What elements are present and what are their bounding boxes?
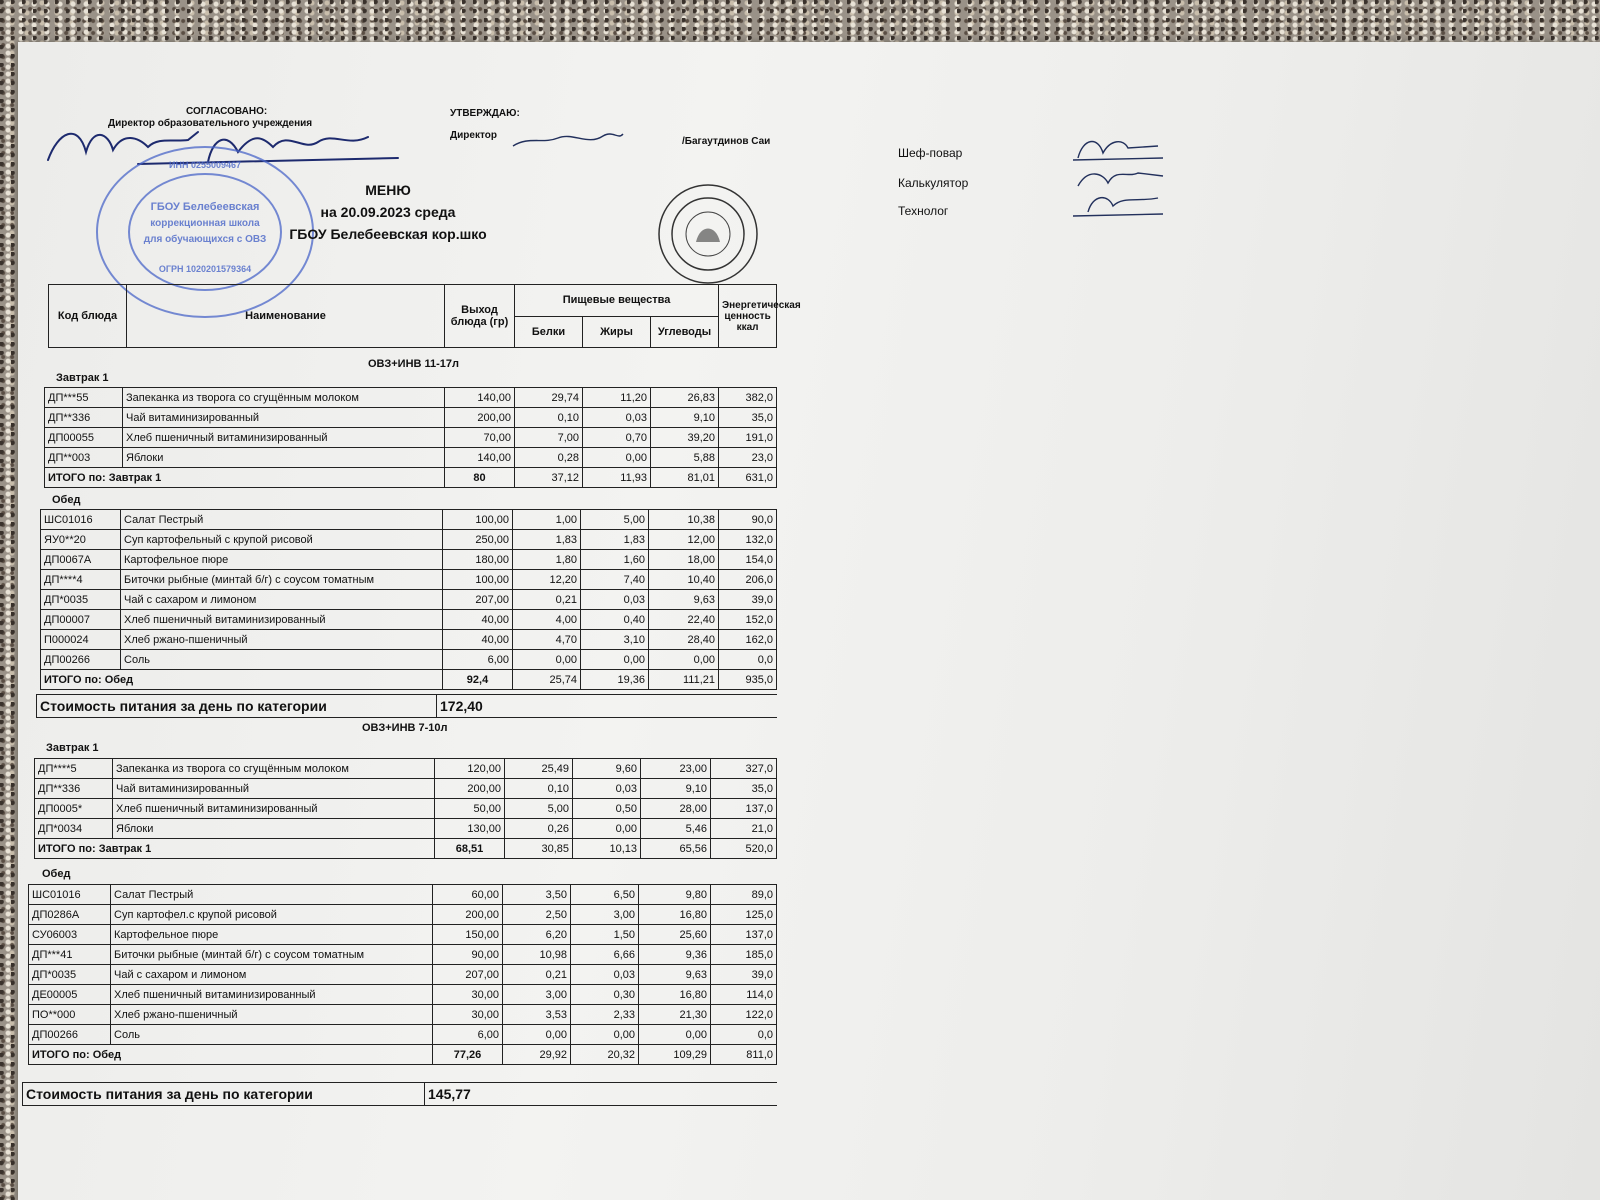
table-row: [35, 779, 777, 799]
dish-fat: 3,00: [571, 905, 639, 925]
dish-protein: 0,00: [503, 1025, 571, 1045]
daily-cost-label: Стоимость питания за день по категории: [23, 1083, 425, 1106]
lunch-table: [28, 884, 777, 1065]
dish-name: Чай витаминизированный: [123, 408, 445, 428]
dish-carbs: 5,46: [641, 819, 711, 839]
total-carbs: 81,01: [651, 468, 719, 488]
dish-code: ДП00266: [41, 650, 121, 670]
dish-fat: 5,00: [581, 510, 649, 530]
breakfast-table: [34, 758, 777, 859]
total-carbs: 65,56: [641, 839, 711, 859]
dish-carbs: 26,83: [651, 388, 719, 408]
table-row: [35, 799, 777, 819]
dish-yield: 207,00: [443, 590, 513, 610]
dish-carbs: 16,80: [639, 905, 711, 925]
dish-code: ШС01016: [41, 510, 121, 530]
dish-fat: 0,40: [581, 610, 649, 630]
dish-fat: 0,03: [583, 408, 651, 428]
dish-fat: 9,60: [573, 759, 641, 779]
dish-name: Запеканка из творога со сгущённым молоком: [123, 388, 445, 408]
agreed-label: СОГЛАСОВАНО:: [186, 106, 268, 117]
dish-protein: 3,53: [503, 1005, 571, 1025]
total-protein: 29,92: [503, 1045, 571, 1065]
total-energy: 631,0: [719, 468, 777, 488]
dish-code: ДП****4: [41, 570, 121, 590]
col-carbs: Углеводы: [651, 316, 719, 348]
dish-fat: 6,50: [571, 885, 639, 905]
dish-fat: 1,83: [581, 530, 649, 550]
dish-protein: 10,98: [503, 945, 571, 965]
dish-code: ДП**003: [45, 448, 123, 468]
dish-carbs: 39,20: [651, 428, 719, 448]
dish-name: Запеканка из творога со сгущённым молоком: [113, 759, 435, 779]
dish-yield: 120,00: [435, 759, 505, 779]
total-fat: 19,36: [581, 670, 649, 690]
table-row: [45, 388, 777, 408]
dish-carbs: 0,00: [639, 1025, 711, 1045]
dish-yield: 90,00: [433, 945, 503, 965]
dish-yield: 207,00: [433, 965, 503, 985]
dish-fat: 1,60: [581, 550, 649, 570]
table-row: [41, 630, 777, 650]
dish-energy: 35,0: [719, 408, 777, 428]
section-label: Завтрак 1: [56, 372, 109, 384]
dish-yield: 140,00: [445, 448, 515, 468]
dish-protein: 4,70: [513, 630, 581, 650]
dish-yield: 130,00: [435, 819, 505, 839]
approve-name: /Багаутдинов Саи: [682, 136, 771, 147]
technologist-label: Технолог: [898, 204, 949, 218]
col-energy: Энергетическая ценность ккал: [719, 285, 777, 348]
dish-energy: 191,0: [719, 428, 777, 448]
daily-cost-row: [22, 1082, 777, 1106]
dish-name: Биточки рыбные (минтай б/г) с соусом томатным: [121, 570, 443, 590]
dish-fat: 0,00: [581, 650, 649, 670]
dish-yield: 50,00: [435, 799, 505, 819]
table-row: [29, 1005, 777, 1025]
signatories-signatures: [1068, 128, 1168, 218]
dish-code: ДП**336: [35, 779, 113, 799]
dish-yield: 150,00: [433, 925, 503, 945]
dish-protein: 12,20: [513, 570, 581, 590]
section-label: Завтрак 1: [46, 742, 99, 754]
dish-protein: 0,10: [505, 779, 573, 799]
dish-yield: 200,00: [433, 905, 503, 925]
dish-protein: 29,74: [515, 388, 583, 408]
dish-name: Соль: [111, 1025, 433, 1045]
dish-name: Хлеб пшеничный витаминизированный: [121, 610, 443, 630]
group-title: ОВЗ+ИНВ 11-17л: [368, 358, 460, 370]
dish-fat: 1,50: [571, 925, 639, 945]
dish-fat: 0,03: [573, 779, 641, 799]
dish-fat: 11,20: [583, 388, 651, 408]
table-row: [41, 530, 777, 550]
table-row: [41, 590, 777, 610]
total-row: [29, 1045, 777, 1065]
total-label: ИТОГО по: Завтрак 1: [45, 468, 445, 488]
stamp-inn: ИНН 0255009467: [168, 160, 242, 170]
dish-protein: 3,00: [503, 985, 571, 1005]
dish-name: Салат Пестрый: [121, 510, 443, 530]
dish-carbs: 28,00: [641, 799, 711, 819]
dish-name: Хлеб пшеничный витаминизированный: [113, 799, 435, 819]
dish-energy: 154,0: [719, 550, 777, 570]
dish-name: Чай витаминизированный: [113, 779, 435, 799]
dish-carbs: 5,88: [651, 448, 719, 468]
dish-name: Соль: [121, 650, 443, 670]
dish-energy: 137,0: [711, 799, 777, 819]
total-carbs: 109,29: [639, 1045, 711, 1065]
col-code: Код блюда: [49, 285, 127, 348]
dish-energy: 132,0: [719, 530, 777, 550]
section-label: Обед: [52, 494, 81, 506]
dish-carbs: 9,10: [641, 779, 711, 799]
dish-code: СУ06003: [29, 925, 111, 945]
dish-fat: 2,33: [571, 1005, 639, 1025]
dish-protein: 1,80: [513, 550, 581, 570]
dish-protein: 5,00: [505, 799, 573, 819]
dish-energy: 206,0: [719, 570, 777, 590]
total-row: [45, 468, 777, 488]
dish-protein: 3,50: [503, 885, 571, 905]
dish-yield: 6,00: [443, 650, 513, 670]
total-energy: 935,0: [719, 670, 777, 690]
section-label: Обед: [42, 868, 71, 880]
table-row: [45, 428, 777, 448]
dish-energy: 327,0: [711, 759, 777, 779]
table-row: [29, 885, 777, 905]
dish-yield: 200,00: [445, 408, 515, 428]
menu-sheet: [18, 42, 1600, 1200]
dish-code: ДП**336: [45, 408, 123, 428]
total-yield: 68,51: [435, 839, 505, 859]
total-label: ИТОГО по: Обед: [29, 1045, 433, 1065]
dish-yield: 200,00: [435, 779, 505, 799]
dish-energy: 137,0: [711, 925, 777, 945]
dish-yield: 30,00: [433, 1005, 503, 1025]
table-row: [29, 905, 777, 925]
dish-yield: 60,00: [433, 885, 503, 905]
col-nutrients: Пищевые вещества: [515, 285, 719, 317]
daily-cost-value: 145,77: [425, 1083, 777, 1106]
dish-carbs: 9,36: [639, 945, 711, 965]
dish-energy: 114,0: [711, 985, 777, 1005]
stamp-line-2: коррекционная школа: [150, 218, 260, 229]
dish-code: П000024: [41, 630, 121, 650]
menu-table-header: [48, 284, 801, 348]
dish-yield: 140,00: [445, 388, 515, 408]
lunch-table: [40, 509, 777, 690]
dish-fat: 0,30: [571, 985, 639, 1005]
dish-protein: 2,50: [503, 905, 571, 925]
dish-fat: 3,10: [581, 630, 649, 650]
dish-energy: 39,0: [711, 965, 777, 985]
dish-energy: 382,0: [719, 388, 777, 408]
dish-protein: 0,00: [513, 650, 581, 670]
total-label: ИТОГО по: Завтрак 1: [35, 839, 435, 859]
dish-carbs: 12,00: [649, 530, 719, 550]
dish-code: ДП00007: [41, 610, 121, 630]
table-row: [29, 965, 777, 985]
dish-energy: 0,0: [711, 1025, 777, 1045]
dish-yield: 6,00: [433, 1025, 503, 1045]
dish-carbs: 0,00: [649, 650, 719, 670]
dish-carbs: 9,63: [649, 590, 719, 610]
dish-name: Хлеб ржано-пшеничный: [111, 1005, 433, 1025]
table-row: [29, 1025, 777, 1045]
dish-name: Суп картофел.с крупой рисовой: [111, 905, 433, 925]
col-yield: Выход блюда (гр): [445, 285, 515, 348]
total-protein: 37,12: [515, 468, 583, 488]
dish-carbs: 22,40: [649, 610, 719, 630]
dish-carbs: 10,38: [649, 510, 719, 530]
calculator-label: Калькулятор: [898, 176, 969, 190]
dish-code: ДП0067А: [41, 550, 121, 570]
dish-fat: 0,03: [571, 965, 639, 985]
official-seal: [656, 182, 760, 286]
dish-carbs: 18,00: [649, 550, 719, 570]
dish-fat: 7,40: [581, 570, 649, 590]
dish-name: Суп картофельный с крупой рисовой: [121, 530, 443, 550]
total-protein: 30,85: [505, 839, 573, 859]
dish-code: ДП0286А: [29, 905, 111, 925]
stamp-line-1: ГБОУ Белебеевская: [150, 201, 260, 213]
dish-energy: 89,0: [711, 885, 777, 905]
dish-name: Чай с сахаром и лимоном: [121, 590, 443, 610]
dish-code: ДП0005*: [35, 799, 113, 819]
dish-name: Яблоки: [123, 448, 445, 468]
dish-carbs: 9,80: [639, 885, 711, 905]
dish-yield: 70,00: [445, 428, 515, 448]
dish-fat: 0,00: [583, 448, 651, 468]
total-yield: 80: [445, 468, 515, 488]
table-row: [35, 759, 777, 779]
dish-carbs: 21,30: [639, 1005, 711, 1025]
total-carbs: 111,21: [649, 670, 719, 690]
menu-title: МЕНЮ: [365, 182, 411, 198]
dish-protein: 0,10: [515, 408, 583, 428]
table-row: [29, 925, 777, 945]
dish-fat: 0,03: [581, 590, 649, 610]
dish-name: Биточки рыбные (минтай б/г) с соусом томатным: [111, 945, 433, 965]
dish-energy: 122,0: [711, 1005, 777, 1025]
approve-label: УТВЕРЖДАЮ:: [450, 108, 520, 119]
dish-carbs: 25,60: [639, 925, 711, 945]
total-yield: 77,26: [433, 1045, 503, 1065]
dish-name: Хлеб ржано-пшеничный: [121, 630, 443, 650]
total-energy: 811,0: [711, 1045, 777, 1065]
dish-code: ДП00055: [45, 428, 123, 448]
total-fat: 11,93: [583, 468, 651, 488]
dish-protein: 7,00: [515, 428, 583, 448]
dish-energy: 21,0: [711, 819, 777, 839]
dish-code: ШС01016: [29, 885, 111, 905]
dish-protein: 0,28: [515, 448, 583, 468]
approve-signature: [508, 126, 628, 156]
school-name: ГБОУ Белебеевская кор.шко: [289, 226, 487, 242]
dish-yield: 180,00: [443, 550, 513, 570]
agreed-role: Директор образовательного учреждения: [108, 118, 313, 129]
dish-name: Чай с сахаром и лимоном: [111, 965, 433, 985]
dish-protein: 0,21: [513, 590, 581, 610]
approve-role: Директор: [450, 130, 497, 141]
table-row: [41, 610, 777, 630]
dish-carbs: 10,40: [649, 570, 719, 590]
dish-yield: 30,00: [433, 985, 503, 1005]
stamp-ogrn: ОГРН 1020201579364: [158, 264, 252, 274]
dish-code: ДП*0034: [35, 819, 113, 839]
dish-code: ДП00266: [29, 1025, 111, 1045]
dish-fat: 0,00: [571, 1025, 639, 1045]
dish-yield: 100,00: [443, 570, 513, 590]
dish-name: Хлеб пшеничный витаминизированный: [111, 985, 433, 1005]
dish-code: ДП*0035: [29, 965, 111, 985]
total-fat: 10,13: [573, 839, 641, 859]
total-fat: 20,32: [571, 1045, 639, 1065]
dish-code: ДП****5: [35, 759, 113, 779]
dish-name: Картофельное пюре: [111, 925, 433, 945]
table-row: [41, 650, 777, 670]
dish-carbs: 9,63: [639, 965, 711, 985]
dish-carbs: 16,80: [639, 985, 711, 1005]
group-title: ОВЗ+ИНВ 7-10л: [362, 722, 448, 734]
table-row: [45, 448, 777, 468]
table-row: [41, 550, 777, 570]
dish-yield: 40,00: [443, 610, 513, 630]
dish-protein: 0,26: [505, 819, 573, 839]
table-row: [29, 985, 777, 1005]
total-label: ИТОГО по: Обед: [41, 670, 443, 690]
total-row: [35, 839, 777, 859]
table-row: [41, 570, 777, 590]
dish-code: ДЕ00005: [29, 985, 111, 1005]
dish-energy: 39,0: [719, 590, 777, 610]
table-row: [45, 408, 777, 428]
dish-energy: 185,0: [711, 945, 777, 965]
dish-protein: 0,21: [503, 965, 571, 985]
dish-fat: 0,00: [573, 819, 641, 839]
col-name: Наименование: [127, 285, 445, 348]
table-row: [29, 945, 777, 965]
dish-energy: 90,0: [719, 510, 777, 530]
dish-name: Хлеб пшеничный витаминизированный: [123, 428, 445, 448]
dish-energy: 23,0: [719, 448, 777, 468]
dish-yield: 250,00: [443, 530, 513, 550]
daily-cost-value: 172,40: [437, 695, 777, 718]
daily-cost-label: Стоимость питания за день по категории: [37, 695, 437, 718]
table-row: [41, 510, 777, 530]
dish-fat: 0,70: [583, 428, 651, 448]
dish-carbs: 23,00: [641, 759, 711, 779]
dish-energy: 125,0: [711, 905, 777, 925]
dish-protein: 1,83: [513, 530, 581, 550]
dish-code: ДП*0035: [41, 590, 121, 610]
dish-energy: 35,0: [711, 779, 777, 799]
col-protein: Белки: [515, 316, 583, 348]
dish-name: Картофельное пюре: [121, 550, 443, 570]
dish-energy: 152,0: [719, 610, 777, 630]
breakfast-table: [44, 387, 777, 488]
dish-fat: 0,50: [573, 799, 641, 819]
dish-protein: 6,20: [503, 925, 571, 945]
dish-yield: 40,00: [443, 630, 513, 650]
total-protein: 25,74: [513, 670, 581, 690]
dish-protein: 4,00: [513, 610, 581, 630]
menu-date: на 20.09.2023 среда: [320, 204, 456, 220]
dish-carbs: 9,10: [651, 408, 719, 428]
dish-name: Яблоки: [113, 819, 435, 839]
dish-code: ПО**000: [29, 1005, 111, 1025]
col-fat: Жиры: [583, 316, 651, 348]
dish-yield: 100,00: [443, 510, 513, 530]
total-row: [41, 670, 777, 690]
total-yield: 92,4: [443, 670, 513, 690]
dish-energy: 0,0: [719, 650, 777, 670]
daily-cost-row: [36, 694, 777, 718]
dish-code: ДП***41: [29, 945, 111, 965]
dish-energy: 162,0: [719, 630, 777, 650]
dish-protein: 25,49: [505, 759, 573, 779]
chef-label: Шеф-повар: [898, 146, 963, 160]
dish-fat: 6,66: [571, 945, 639, 965]
dish-code: ДП***55: [45, 388, 123, 408]
dish-name: Салат Пестрый: [111, 885, 433, 905]
dish-carbs: 28,40: [649, 630, 719, 650]
dish-protein: 1,00: [513, 510, 581, 530]
stamp-line-3: для обучающихся с ОВЗ: [143, 234, 267, 245]
dish-code: ЯУ0**20: [41, 530, 121, 550]
table-row: [35, 819, 777, 839]
total-energy: 520,0: [711, 839, 777, 859]
